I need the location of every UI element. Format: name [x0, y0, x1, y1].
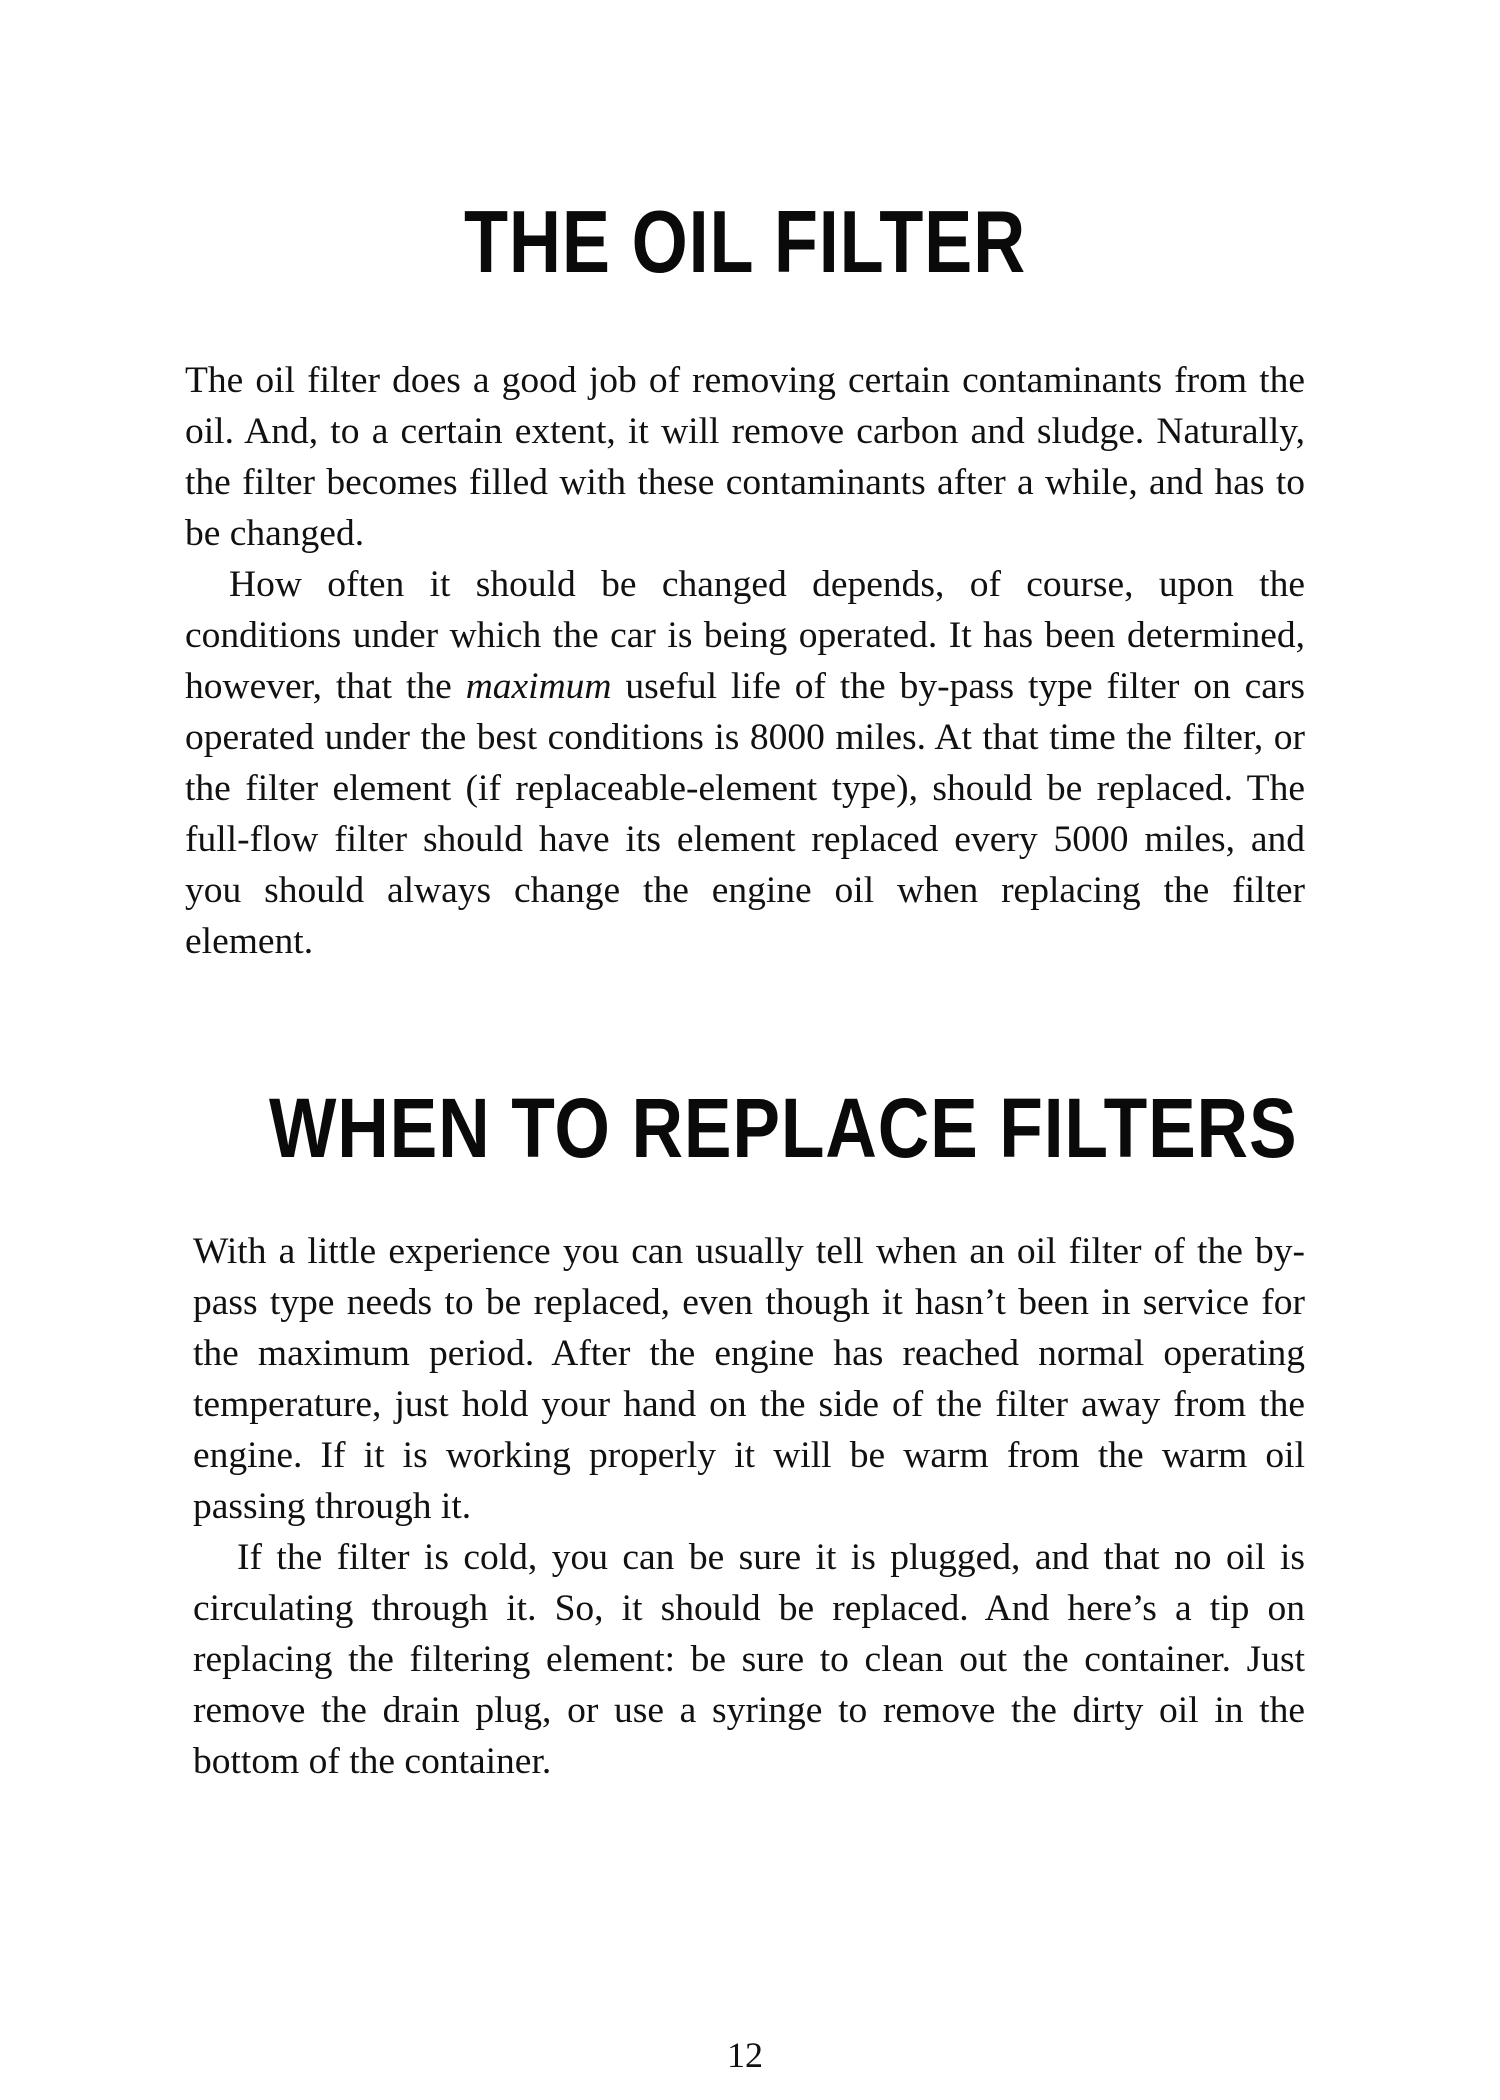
paragraph-text: How often it should be changed depends, of course, upon the conditions under which the car is being operated. It has been determined, however, that the — [185, 564, 1305, 707]
section-body-oil-filter — [185, 355, 1305, 967]
document-page — [185, 0, 1305, 2100]
paragraph — [185, 559, 1305, 967]
section-body-when-to-replace — [193, 1226, 1305, 1787]
paragraph: If the filter is cold, you can be sure it is plugged, and that no oil is circulating through it. So, it should be replaced. And here’s a tip on replacing the filtering element: be sure to clean out the container. Just remove the drain plug, or use a syringe to remove the dirty oil in the bottom of the container. — [193, 1537, 1305, 1782]
paragraph: The oil filter does a good job of removing certain contaminants from the oil. And, to a certain extent, it will remove carbon and sludge. Naturally, the filter becomes filled with these contaminants after a while, and has to be changed. — [185, 360, 1305, 554]
emphasis-text: maximum — [465, 666, 612, 707]
section-title-oil-filter: THE OIL FILTER — [463, 192, 1027, 291]
section-title-when-to-replace: WHEN TO REPLACE FILTERS — [269, 1081, 1298, 1175]
paragraph-text: useful life of the by-pass type filter on cars operated under the best conditions is 8000 miles. At that time the filter, or the filter element (if replaceable-element type), should be replaced. The full-flow filter should have its element replaced every 5000 miles, and you should always change the engine oil when replacing the filter element. — [185, 666, 1305, 962]
page-number: 12 — [727, 2035, 763, 2075]
paragraph: With a little experience you can usually tell when an oil filter of the by-pass type needs to be replaced, even though it hasn’t been in service for the maximum period. After the engine has reached normal operating temperature, just hold your hand on the side of the filter away from the engine. If it is working properly it will be warm from the warm oil passing through it. — [193, 1231, 1305, 1527]
